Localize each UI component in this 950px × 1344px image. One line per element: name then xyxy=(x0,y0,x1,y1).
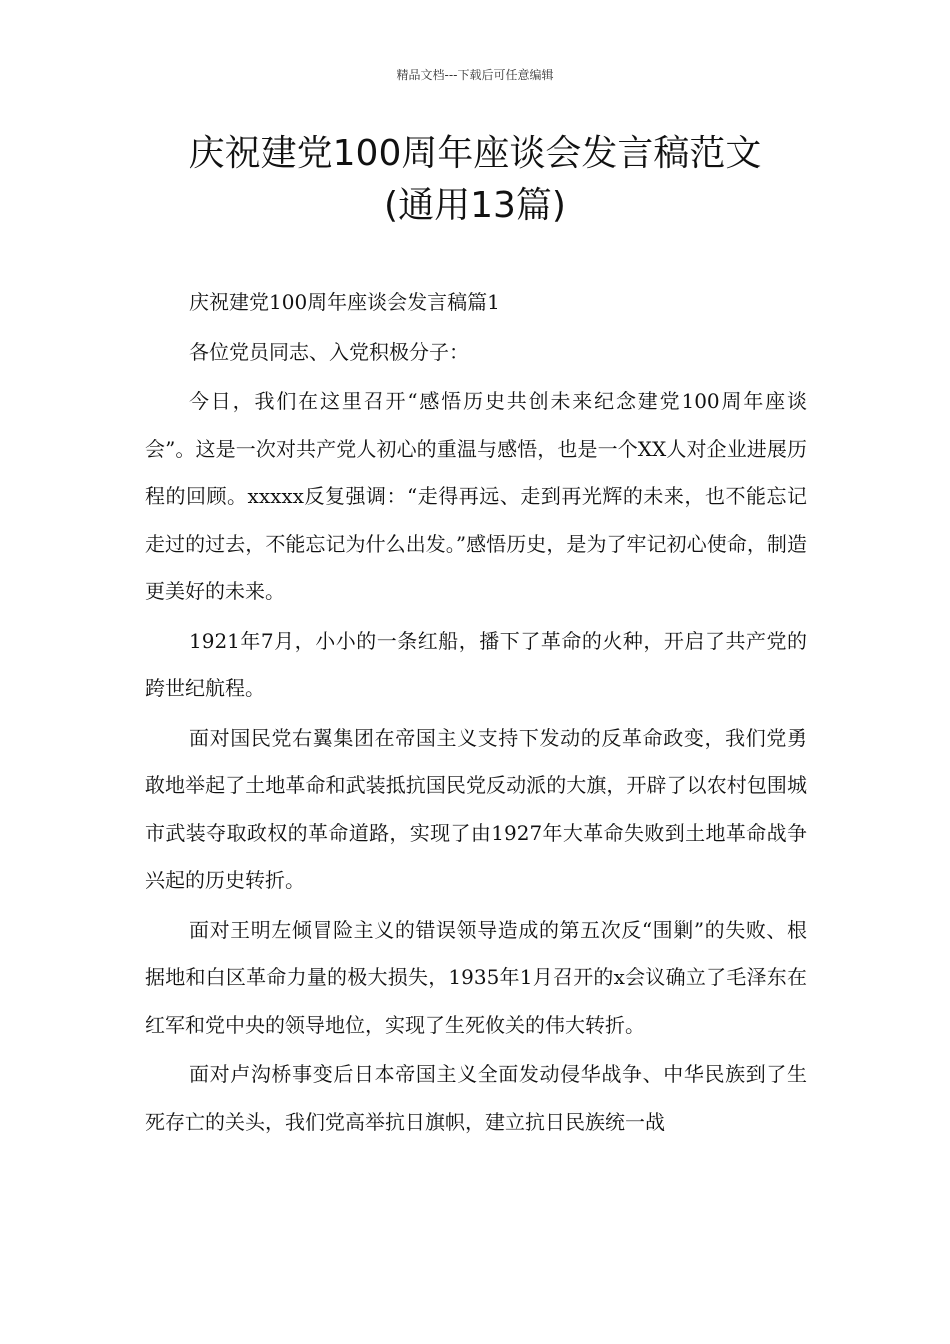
document-body xyxy=(145,279,807,1148)
section-heading: 庆祝建党100周年座谈会发言稿篇1 xyxy=(189,290,500,314)
paragraph: 面对王明左倾冒险主义的错误领导造成的第五次反“围剿”的失败、根据地和白区革命力量的极大损失，1935年1月召开的x会议确立了毛泽东在红军和党中央的领导地位，实现了生死攸关的伟大转折。 xyxy=(145,917,807,1037)
paragraph: 今日，我们在这里召开“感悟历史共创未来纪念建党100周年座谈会”。这是一次对共产党人初心的重温与感悟，也是一个XX人对企业进展历程的回顾。xxxxx反复强调：“走得再远、走到再光辉的未来，也不能忘记走过的过去，不能忘记为什么出发。”感悟历史，是为了牢记初心使命，制造更美好的未来。 xyxy=(145,389,807,603)
paragraph: 面对国民党右翼集团在帝国主义支持下发动的反革命政变，我们党勇敢地举起了土地革命和武装抵抗国民党反动派的大旗，开辟了以农村包围城市武装夺取政权的革命道路，实现了由1927年大革命失败到土地革命战争兴起的历史转折。 xyxy=(145,725,807,892)
salutation: 各位党员同志、入党积极分子： xyxy=(189,339,469,364)
document-title xyxy=(100,128,850,232)
title-line-1: 庆祝建党100周年座谈会发言稿范文 xyxy=(188,133,762,174)
title-line-2: (通用13篇) xyxy=(384,185,566,226)
header-note: 精品文档---下载后可任意编辑 xyxy=(396,68,554,82)
paragraph: 面对卢沟桥事变后日本帝国主义全面发动侵华战争、中华民族到了生死存亡的关头，我们党高举抗日旗帜，建立抗日民族统一战 xyxy=(145,1062,807,1134)
paragraph: 1921年7月，小小的一条红船，播下了革命的火种，开启了共产党的跨世纪航程。 xyxy=(145,628,807,700)
